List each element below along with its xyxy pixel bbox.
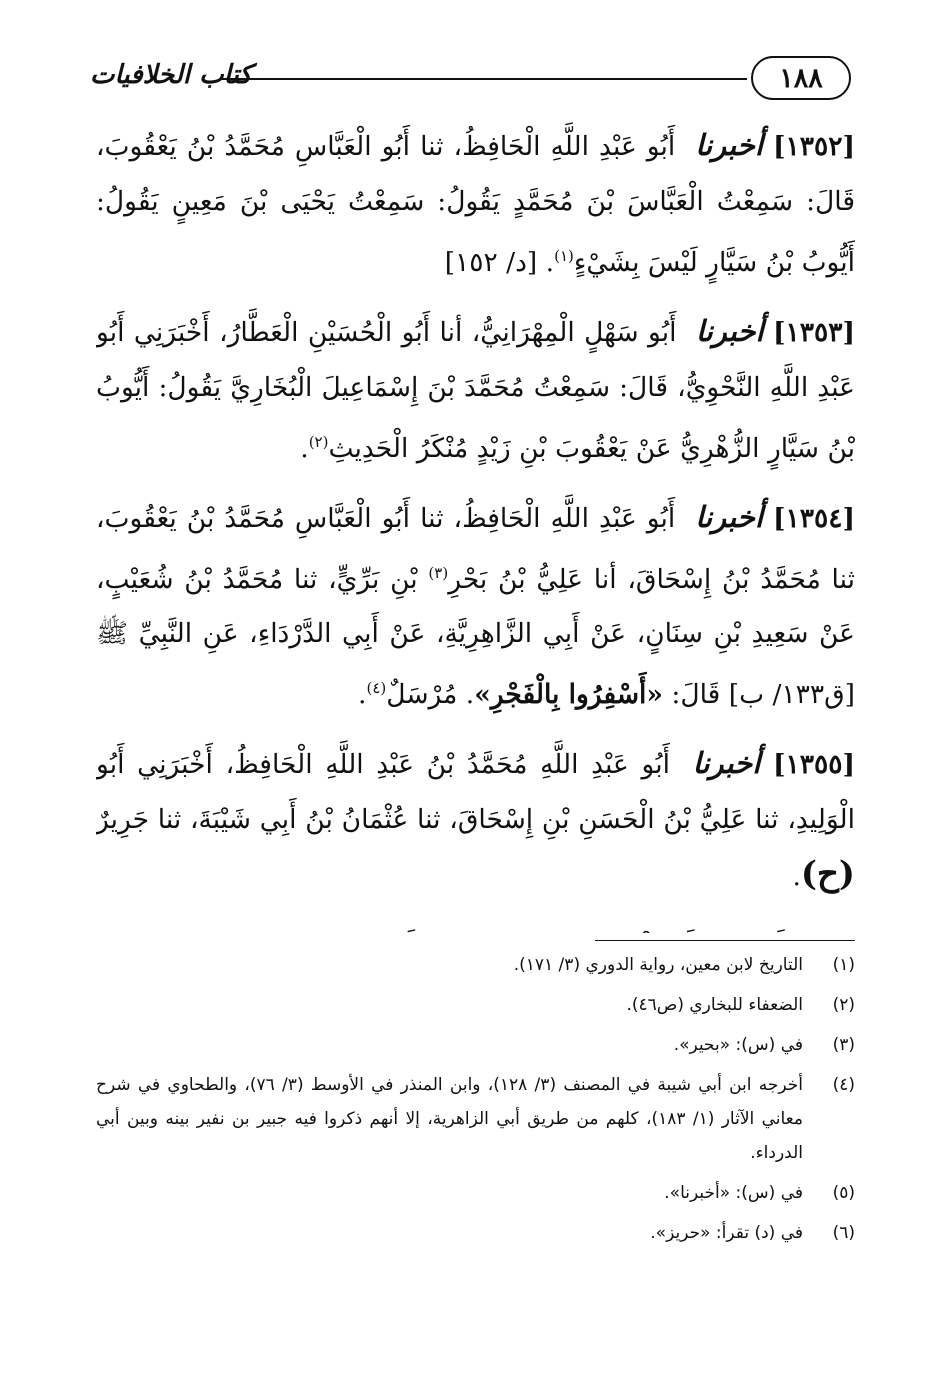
footnote-text: التاريخ لابن معين، رواية الدوري (٣/ ١٧١). xyxy=(513,955,803,975)
footnote-number: (٢) xyxy=(832,995,855,1015)
narration-number: [١٣٥٤] xyxy=(772,502,855,534)
footnote-number: (٦) xyxy=(832,1223,855,1243)
main-text xyxy=(96,118,855,933)
narration-number: [١٣٥٢] xyxy=(772,131,855,162)
footnote-number: (٥) xyxy=(832,1183,855,1203)
narration-number: [١٣٥٣] xyxy=(772,316,855,348)
footnote-divider xyxy=(595,940,855,941)
footnote-text: في (د) تقرأ: «حريز». xyxy=(650,1223,803,1243)
footnote-text: في (س): «بحير». xyxy=(673,1035,803,1055)
narration-text: . مُرْسَلٌ xyxy=(386,679,475,711)
page-header xyxy=(90,50,851,110)
akhbarana-keyword: أخبرنا xyxy=(695,128,763,162)
narration-text: أَبُو عَبْدِ اللَّهِ مُحَمَّدُ بْنُ عَبْدِ اللَّهِ الْحَافِظُ، أَخْبَرَنِي أَبُو الْوَلِيدِ، ثنا عَلِيُّ بْنُ الْحَسَنِ بْنِ إِسْحَاقَ، ثنا عُثْمَانُ بْنُ أَبِي شَيْبَةَ، ثنا جَرِيرٌ xyxy=(96,749,855,836)
narration-continuation xyxy=(96,918,855,933)
footnote-text: الضعفاء للبخاري (ص٤٦). xyxy=(626,995,803,1015)
narration-text: . xyxy=(358,679,367,711)
footnote-ref[interactable]: (٣) xyxy=(428,563,449,582)
narration-text: أَبُو سَهْلٍ الْمِهْرَانِيُّ، أنا أَبُو الْحُسَيْنِ الْعَطَّارُ، أَخْبَرَنِي أَبُو عَبْدِ اللَّهِ النَّحْوِيُّ، قَالَ: سَمِعْتُ مُحَمَّدَ بْنَ إِسْمَاعِيلَ الْبُخَارِيَّ يَقُولُ: أَيُّوبُ بْنُ سَيَّارٍ الزُّهْرِيُّ عَنْ يَعْقُوبَ بْنِ زَيْدٍ مُنْكَرُ الْحَدِيثِ xyxy=(96,316,855,464)
footnote-item xyxy=(96,948,855,982)
narration-text: أَبُو عَبْدِ اللَّهِ الْحَافِظُ، ثنا أَبُو الْعَبَّاسِ مُحَمَّدُ بْنُ يَعْقُوبَ، ثنا مُحَمَّدُ بْنُ إِسْحَاقَ، أنا عَلِيُّ بْنُ بَحْرِ xyxy=(96,502,855,595)
footnote-number: (٤) xyxy=(832,1075,855,1095)
footnote-item xyxy=(96,1216,855,1250)
footnote-item xyxy=(96,1176,855,1210)
narration-number: [١٣٥٥] xyxy=(772,749,855,781)
hadith-text: «أَسْفِرُوا بِالْفَجْرِ» xyxy=(474,679,663,711)
footnote-text: في (س): «أخبرنا». xyxy=(664,1183,803,1203)
footnote-item xyxy=(96,988,855,1022)
footnote-text: أخرجه ابن أبي شيبة في المصنف (٣/ ١٢٨)، وابن المنذر في الأوسط (٣/ ٧٦)، والطحاوي في شرح معاني الآثار (١/ ١٨٣)، كلهم من طريق أبي الزاهرية، إلا أنهم ذكروا فيه جبير بن نفير بينه وبين أبي الدرداء. xyxy=(96,1075,803,1163)
akhbarana-keyword: أخبرنا xyxy=(695,499,763,534)
footnote-number: (٣) xyxy=(832,1035,855,1055)
narration-text: . xyxy=(792,861,801,893)
narration-text: أَبُو عَبْدِ اللَّهِ الْحَافِظُ، ثنا أَبُو الْعَبَّاسِ مُحَمَّدُ بْنُ يَعْقُوبَ، قَالَ: سَمِعْتُ الْعَبَّاسَ بْنَ مُحَمَّدٍ يَقُولُ: سَمِعْتُ يَحْيَى بْنَ مَعِينٍ يَقُولُ: أَيُّوبُ بْنُ سَيَّارٍ لَيْسَ بِشَيْءٍ xyxy=(96,131,855,278)
narration-text: . xyxy=(300,432,309,464)
narration-text: . [د/ ١٥٢] xyxy=(444,246,555,278)
footnotes xyxy=(96,948,855,1256)
narration-1352 xyxy=(96,118,855,290)
footnote-ref[interactable]: (١) xyxy=(554,247,574,265)
narration-1353 xyxy=(96,304,855,476)
narration-1355 xyxy=(96,736,855,904)
narration-1354 xyxy=(96,490,855,723)
akhbarana-keyword: أخبرنا xyxy=(692,746,761,781)
book-title: كتاب الخلافيات xyxy=(90,60,252,90)
footnote-ref[interactable]: (٤) xyxy=(366,679,387,698)
page-number: ١٨٨ xyxy=(751,56,851,100)
header-rule xyxy=(222,78,747,80)
footnote-item xyxy=(96,1028,855,1062)
akhbarana-keyword: أخبرنا xyxy=(695,313,764,348)
footnote-ref[interactable]: (٢) xyxy=(308,432,329,451)
footnote-item xyxy=(96,1068,855,1170)
narration-text: بْنِ بَرِّيٍّ، ثنا مُحَمَّدُ بْنُ شُعَيْبٍ، عَنْ سَعِيدِ بْنِ سِنَانٍ، عَنْ أَبِي الزَّاهِرِيَّةِ، عَنْ أَبِي الدَّرْدَاءِ، عَنِ النَّبِيِّ ﷺ [ق١٣٣/ ب] قَالَ: xyxy=(96,563,855,711)
tahwil-marker: (ح) xyxy=(800,854,855,895)
footnote-number: (١) xyxy=(832,955,855,975)
